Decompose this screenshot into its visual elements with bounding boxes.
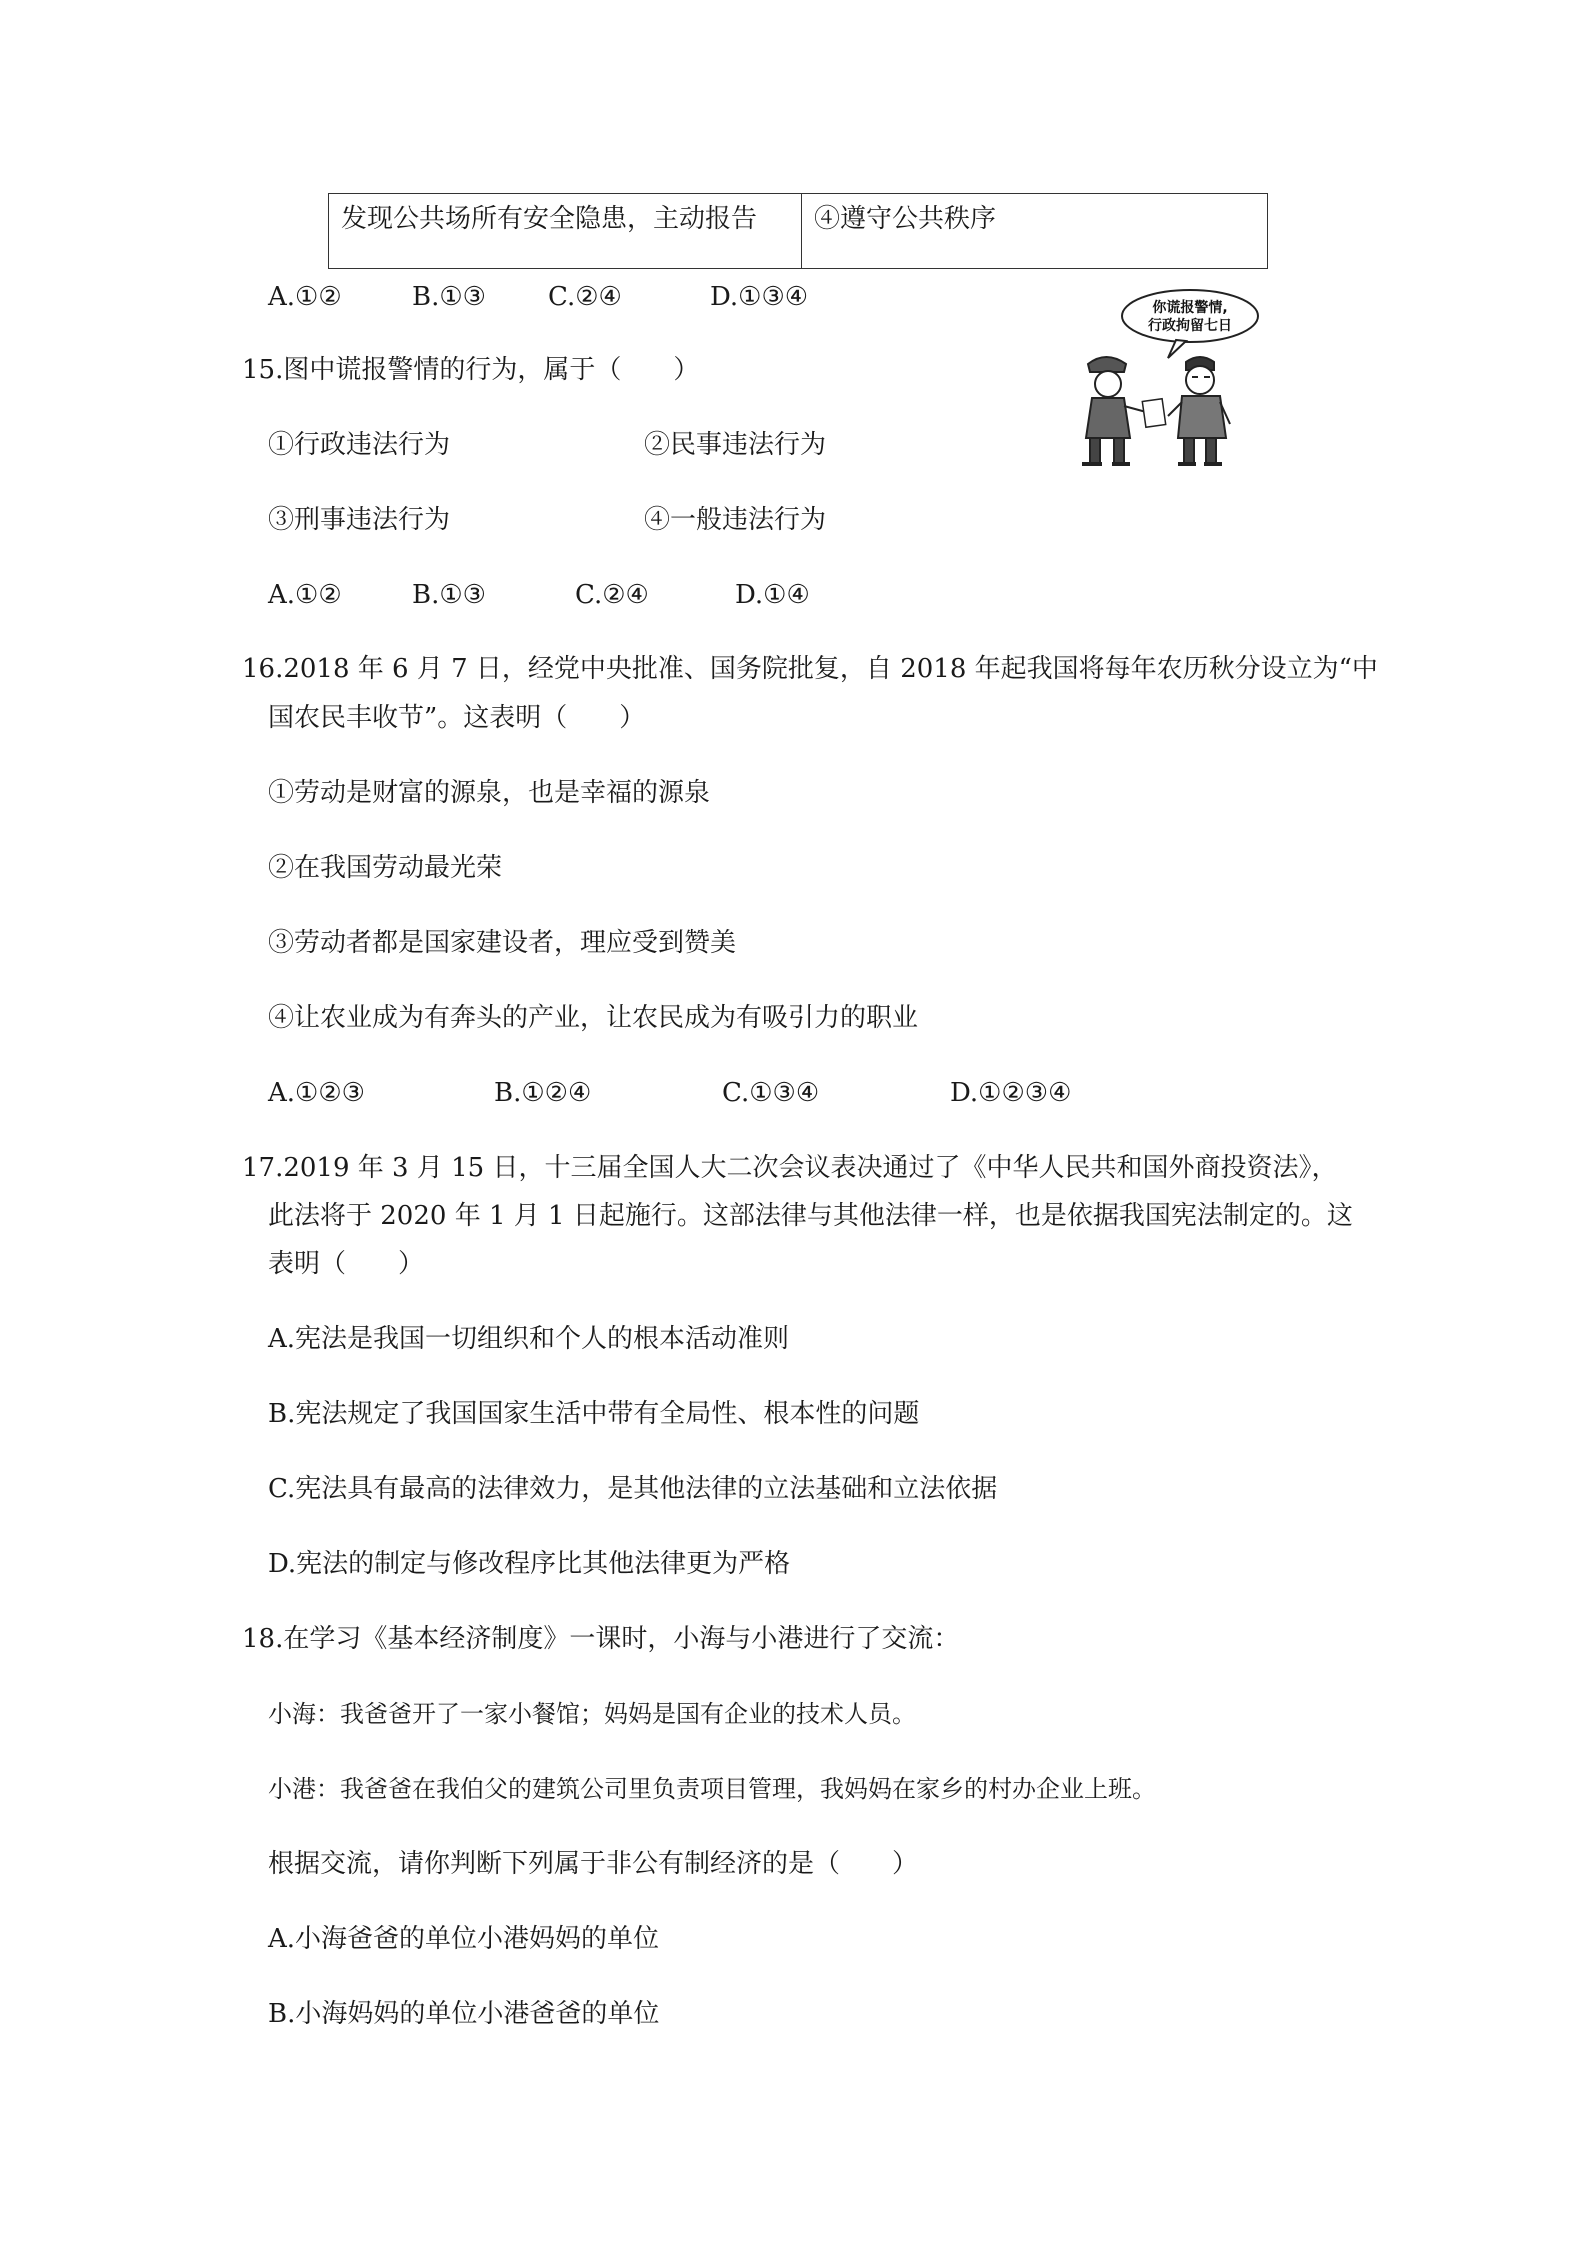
q16-stem-line-1: 16.2018 年 6 月 7 日，经党中央批准、国务院批复，自 2018 年起我国将每年农历秋分设立为“中 — [242, 654, 1378, 684]
q16-item-1: ①劳动是财富的源泉，也是幸福的源泉 — [268, 778, 711, 808]
q14-option-b: B.①③ — [412, 282, 486, 312]
q16-option-a: A.①②③ — [268, 1078, 365, 1108]
q14-table-left-cell: 发现公共场所有安全隐患，主动报告 — [329, 194, 802, 268]
q16-item-3: ③劳动者都是国家建设者，理应受到赞美 — [268, 928, 737, 958]
q15-option-c: C.②④ — [575, 580, 649, 610]
q17-option-b: B.宪法规定了我国国家生活中带有全局性、根本性的问题 — [268, 1399, 920, 1429]
q17-stem-line-3: 表明（ ） — [268, 1249, 425, 1279]
q18-option-a: A.小海爸爸的单位小港妈妈的单位 — [268, 1924, 660, 1954]
police-cartoon-image — [1068, 288, 1268, 470]
q15-option-a: A.①② — [268, 580, 342, 610]
q17-option-c: C.宪法具有最高的法律效力，是其他法律的立法基础和立法依据 — [268, 1474, 998, 1504]
bubble-line-1: 你谎报警情, — [1152, 300, 1228, 316]
q17-stem-line-1: 17.2019 年 3 月 15 日，十三届全国人大二次会议表决通过了《中华人民共和国外商投资法》， — [242, 1153, 1338, 1183]
q16-option-c: C.①③④ — [722, 1078, 820, 1108]
q15-item-2: ②民事违法行为 — [644, 430, 827, 460]
q18-stem: 18.在学习《基本经济制度》一课时，小海与小港进行了交流： — [242, 1624, 960, 1654]
q16-item-2: ②在我国劳动最光荣 — [268, 853, 503, 883]
q15-item-4: ④一般违法行为 — [644, 505, 827, 535]
q14-option-c: C.②④ — [548, 282, 622, 312]
q18-dialog-xiaohai: 小海：我爸爸开了一家小餐馆；妈妈是国有企业的技术人员。 — [268, 1700, 916, 1728]
q17-option-a: A.宪法是我国一切组织和个人的根本活动准则 — [268, 1324, 790, 1354]
q15-stem: 15.图中谎报警情的行为，属于（ ） — [242, 355, 700, 385]
q15-option-b: B.①③ — [412, 580, 486, 610]
q15-item-1: ①行政违法行为 — [268, 430, 451, 460]
q17-stem-line-2: 此法将于 2020 年 1 月 1 日起施行。这部法律与其他法律一样，也是依据我国宪法制定的。这 — [268, 1201, 1353, 1231]
q16-stem-line-2: 国农民丰收节”。这表明（ ） — [268, 703, 646, 733]
bubble-line-2: 行政拘留七日 — [1148, 318, 1232, 334]
q15-option-d: D.①④ — [735, 580, 810, 610]
q15-item-3: ③刑事违法行为 — [268, 505, 451, 535]
q14-table-right-cell: ④遵守公共秩序 — [814, 204, 997, 234]
q16-option-d: D.①②③④ — [950, 1078, 1072, 1108]
q14-option-a: A.①② — [268, 282, 342, 312]
q18-dialog-xiaogang: 小港：我爸爸在我伯父的建筑公司里负责项目管理，我妈妈在家乡的村办企业上班。 — [268, 1775, 1156, 1803]
q18-option-b: B.小海妈妈的单位小港爸爸的单位 — [268, 1999, 660, 2029]
q14-option-d: D.①③④ — [710, 282, 809, 312]
q16-item-4: ④让农业成为有奔头的产业，让农民成为有吸引力的职业 — [268, 1003, 919, 1033]
q14-table — [328, 193, 1268, 269]
q17-option-d: D.宪法的制定与修改程序比其他法律更为严格 — [268, 1549, 791, 1579]
q18-question: 根据交流，请你判断下列属于非公有制经济的是（ ） — [268, 1849, 919, 1879]
q16-option-b: B.①②④ — [494, 1078, 592, 1108]
